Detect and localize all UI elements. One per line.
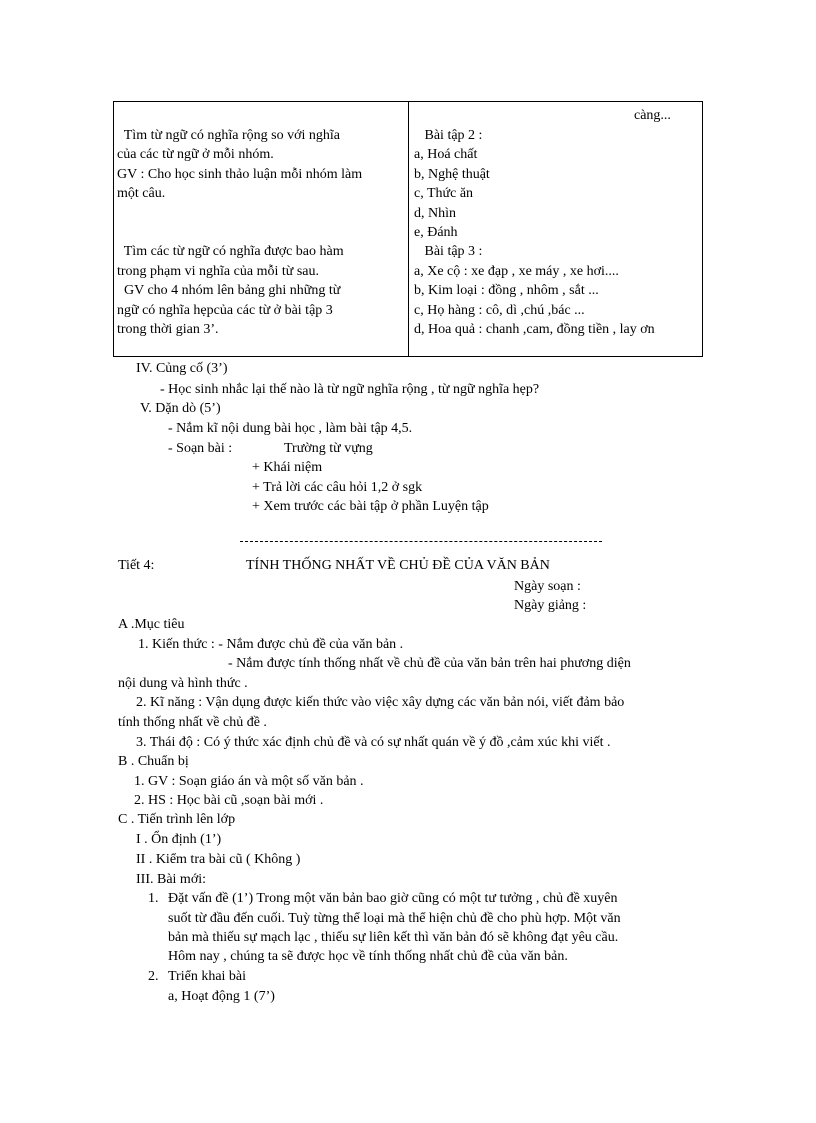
text-line: bản mà thiếu sự mạch lạc , thiếu sự liên kết thì văn bản đó sẽ không đạt yêu cầu. (168, 930, 619, 945)
section-b-heading: B . Chuẩn bị (118, 754, 189, 769)
date-prepared: Ngày soạn : (514, 579, 581, 594)
table-right-line: Bài tập 3 : (414, 244, 483, 260)
text-line: II . Kiểm tra bài cũ ( Không ) (136, 852, 301, 867)
table-left-line: ngữ có nghĩa hẹpcủa các từ ở bài tập 3 (117, 302, 333, 318)
text-line: 1. GV : Soạn giáo án và một số văn bản . (134, 774, 364, 789)
table-right-line: d, Hoa quả : chanh ,cam, đồng tiền , lay ơn (414, 322, 655, 337)
text-line: + Xem trước các bài tập ở phần Luyện tập (252, 499, 489, 514)
text-line: Hôm nay , chúng ta sẽ được học về tính thống nhất chủ đề của văn bản. (168, 949, 568, 964)
text-line: + Trả lời các câu hỏi 1,2 ở sgk (252, 480, 423, 495)
table-right-line: c, Họ hàng : cô, dì ,chú ,bác ... (414, 302, 585, 318)
date-taught: Ngày giảng : (514, 598, 587, 613)
section-iv-heading: IV. Củng cố (3’) (136, 361, 228, 376)
lesson-number: Tiết 4: (118, 558, 155, 573)
text-line: 1. Kiến thức : - Nắm được chủ đề của văn bản . (138, 637, 404, 652)
text-line: suốt từ đầu đến cuối. Tuỳ từng thể loại mà thể hiện chủ đề cho phù hợp. Một văn (168, 911, 621, 926)
table-right-line: b, Nghệ thuật (414, 166, 490, 182)
section-c-heading: C . Tiến trình lên lớp (118, 812, 236, 827)
text-line: nội dung và hình thức . (118, 676, 248, 691)
table-left-line: Tìm từ ngữ có nghĩa rộng so với nghĩa (117, 128, 340, 143)
text-line: Triển khai bài (168, 969, 247, 984)
text-line: - Nắm kĩ nội dung bài học , làm bài tập 4,5. (168, 421, 413, 436)
text-line: I . Ổn định (1’) (136, 832, 222, 847)
table-right-line: a, Xe cộ : xe đạp , xe máy , xe hơi.... (414, 263, 619, 279)
dashed-divider (240, 541, 602, 542)
table-right-line: a, Hoá chất (414, 147, 478, 163)
text-line: 2. Kĩ năng : Vận dụng được kiến thức vào việc xây dựng các văn bản nói, viết đảm bảo (136, 695, 625, 710)
table-right-top: càng... (634, 108, 671, 123)
text-line: Trường từ vựng (284, 441, 373, 456)
table-right-line: b, Kim loại : đồng , nhôm , sắt ... (414, 283, 599, 299)
text-line: tính thống nhất về chủ đề . (118, 715, 267, 730)
text-line: - Soạn bài : (168, 441, 233, 456)
table-right-line: Bài tập 2 : (414, 128, 483, 143)
list-number: 1. (148, 891, 159, 906)
lesson-title: TÍNH THỐNG NHẤT VỀ CHỦ ĐỀ CỦA VĂN BẢN (246, 558, 550, 573)
table-right-line: c, Thức ăn (414, 186, 474, 202)
text-line: - Nắm được tính thống nhất về chủ đề của văn bản trên hai phương diện (228, 656, 631, 671)
table-right-line: e, Đánh (414, 225, 458, 240)
table-left-line: trong phạm vi nghĩa của mỗi từ sau. (117, 263, 319, 279)
table-divider (408, 102, 409, 356)
text-line: III. Bài mới: (136, 872, 206, 887)
table-left-line: của các từ ngữ ở mỗi nhóm. (117, 147, 274, 163)
table-left-line: một câu. (117, 186, 166, 202)
table-left-line: GV cho 4 nhóm lên bảng ghi những từ (117, 283, 341, 299)
text-line: 3. Thái độ : Có ý thức xác định chủ đề và có sự nhất quán về ý đồ ,cảm xúc khi viết . (136, 735, 611, 750)
section-a-heading: A .Mục tiêu (118, 617, 185, 632)
section-v-heading: V. Dặn dò (5’) (140, 401, 221, 416)
text-line: a, Hoạt động 1 (7’) (168, 989, 275, 1004)
text-line: Đặt vấn đề (1’) Trong một văn bản bao giờ cũng có một tư tưởng , chủ đề xuyên (168, 891, 618, 906)
text-line: - Học sinh nhắc lại thế nào là từ ngữ nghĩa rộng , từ ngữ nghĩa hẹp? (160, 382, 540, 397)
table-left-line: GV : Cho học sinh thảo luận mỗi nhóm làm (117, 166, 363, 182)
activity-table (113, 101, 703, 357)
text-line: + Khái niệm (252, 460, 323, 475)
text-line: 2. HS : Học bài cũ ,soạn bài mới . (134, 793, 324, 808)
list-number: 2. (148, 969, 159, 984)
table-left-line: trong thời gian 3’. (117, 322, 219, 337)
table-left-line: Tìm các từ ngữ có nghĩa được bao hàm (117, 244, 344, 260)
table-right-line: d, Nhìn (414, 205, 456, 221)
